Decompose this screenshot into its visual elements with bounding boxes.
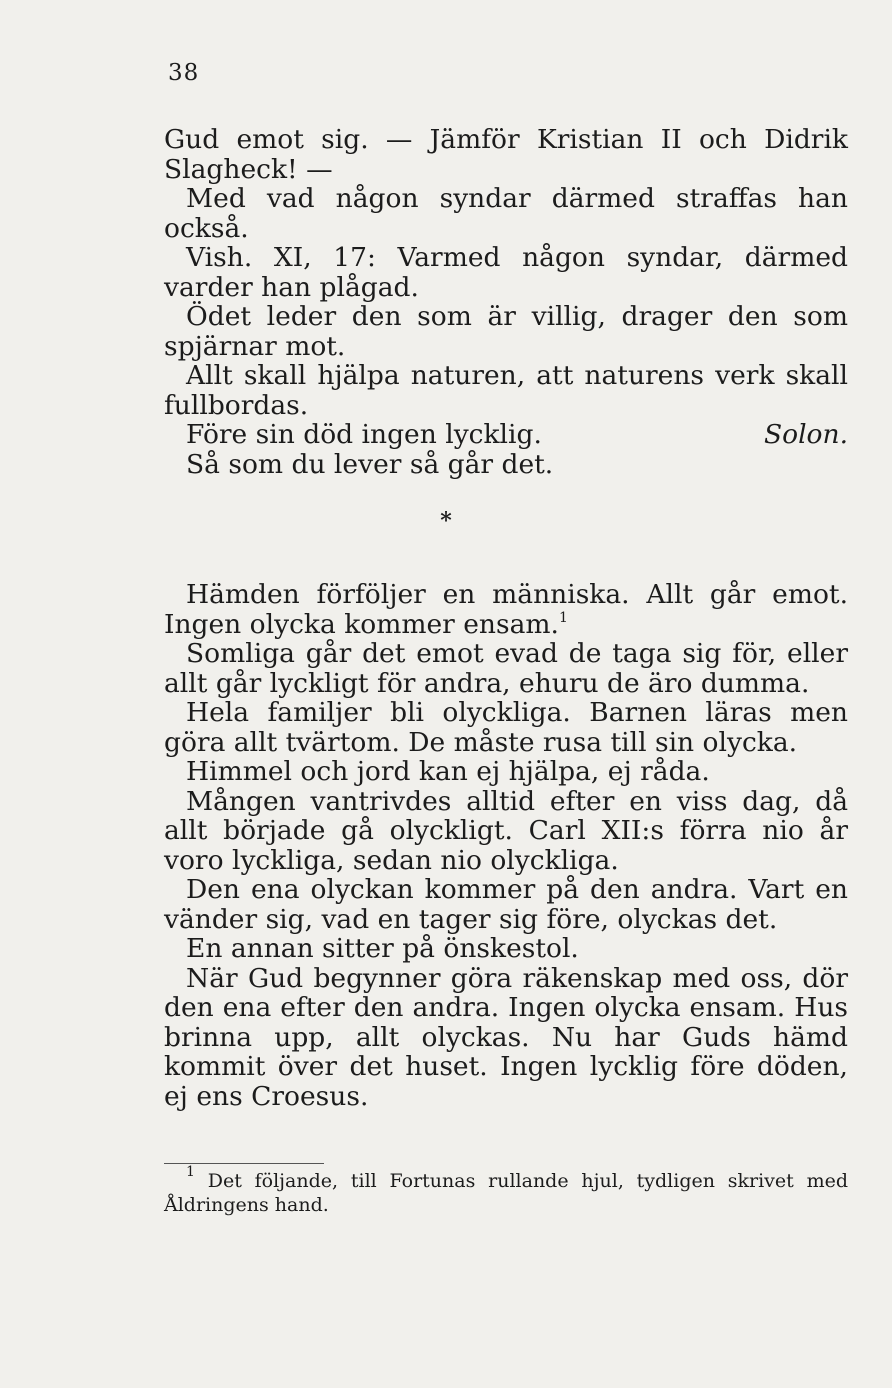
text-section-1: [164, 125, 848, 479]
paragraph: Med vad någon syndar därmed straffas han också.: [164, 183, 848, 244]
paragraph-text: Hämden förföljer en människa. Allt går emot. Ingen olycka kommer ensam.: [164, 579, 848, 640]
paragraph: Den ena olyckan kommer på den andra. Vart en vänder sig, vad en tager sig före, olyckas det.: [164, 874, 848, 935]
footnote-reference: 1: [558, 609, 568, 626]
section-separator-star: *: [440, 508, 452, 534]
paragraph: Ödet leder den som är villig, drager den som spjärnar mot.: [164, 301, 848, 362]
quote-line: [164, 420, 848, 450]
quote-text: Före sin död ingen lycklig.: [186, 419, 542, 450]
paragraph: Gud emot sig. — Jämför Kristian II och Didrik Slagheck! —: [164, 124, 848, 185]
paragraph: Vish. XI, 17: Varmed någon syndar, därmed varder han plågad.: [164, 242, 848, 303]
paragraph: Så som du lever så går det.: [186, 448, 554, 480]
paragraph: En annan sitter på önskestol.: [186, 933, 579, 964]
paragraph: Hela familjer bli olyckliga. Barnen läras men göra allt tvärtom. De måste rusa till sin olycka.: [164, 697, 848, 758]
quote-author: Solon.: [763, 419, 848, 450]
paragraph: När Gud begynner göra räkenskap med oss, dör den ena efter den andra. Ingen olycka ensam. Hus brinna upp, allt olyckas. Nu har Guds hämd kommit över det huset. Ingen lycklig före döden, ej ens Croesus.: [164, 962, 848, 1112]
footnote: [164, 1164, 849, 1217]
paragraph: [164, 580, 848, 639]
paragraph: Mången vantrivdes alltid efter en viss dag, då allt började gå olyckligt. Carl XII:s förra nio år voro lyckliga, sedan nio olyckliga.: [164, 785, 848, 876]
footnote-text: Det följande, till Fortunas rullande hjul, tydligen skrivet med Åldringens hand.: [164, 1170, 849, 1216]
paragraph: Somliga går det emot evad de taga sig för, eller allt går lyckligt för andra, ehuru de äro dumma.: [164, 638, 848, 699]
page-number: 38: [168, 60, 200, 86]
footnote-marker: 1: [186, 1164, 195, 1180]
text-section-2: [164, 580, 848, 1111]
paragraph: Himmel och jord kan ej hjälpa, ej råda.: [186, 756, 710, 787]
paragraph: Allt skall hjälpa naturen, att naturens verk skall fullbordas.: [164, 360, 848, 421]
